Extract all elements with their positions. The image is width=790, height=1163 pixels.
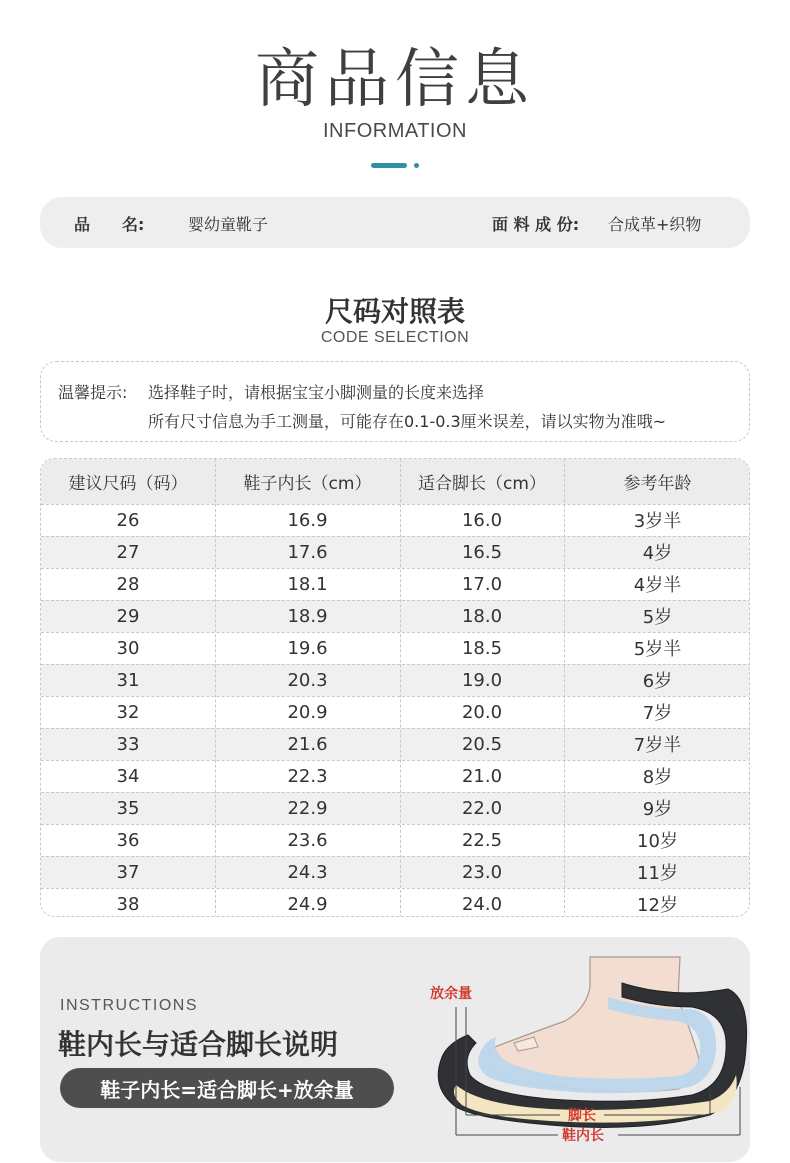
cell-age: 7岁 <box>642 703 673 724</box>
material-value: 合成革+织物 <box>608 215 702 234</box>
row-divider <box>41 888 750 889</box>
table-row <box>41 632 750 664</box>
cell-age: 4岁半 <box>633 575 682 596</box>
cell-size: 32 <box>116 701 140 723</box>
cell-inner-length: 21.6 <box>287 733 328 755</box>
cell-foot-length: 20.5 <box>461 733 503 755</box>
row-divider <box>41 568 750 569</box>
table-row <box>41 504 750 536</box>
table-row <box>41 728 750 760</box>
cell-foot-length: 22.5 <box>461 829 503 851</box>
table-row <box>41 568 750 600</box>
cell-inner-length: 20.3 <box>287 669 328 691</box>
cell-size: 26 <box>116 509 140 531</box>
cell-inner-length: 16.9 <box>287 509 328 531</box>
cell-foot-length: 24.0 <box>461 893 503 915</box>
row-divider <box>41 600 750 601</box>
cell-age: 5岁 <box>642 607 673 628</box>
product-info-bar <box>40 197 750 248</box>
allowance-label: 放余量 <box>430 986 472 1002</box>
cell-size: 30 <box>116 637 140 659</box>
header-size: 建议尺码（码） <box>68 474 188 494</box>
size-table <box>40 458 750 917</box>
cell-age: 5岁半 <box>633 639 682 660</box>
size-section-subtitle: CODE SELECTION <box>320 329 470 346</box>
cell-size: 37 <box>116 861 140 883</box>
cell-foot-length: 19.0 <box>461 669 503 691</box>
table-row <box>41 696 750 728</box>
size-section-title: 尺码对照表 <box>324 295 465 328</box>
cell-age: 7岁半 <box>633 735 682 756</box>
cell-foot-length: 23.0 <box>461 861 503 883</box>
cell-inner-length: 19.6 <box>287 637 328 659</box>
cell-age: 8岁 <box>642 767 673 788</box>
row-divider <box>41 824 750 825</box>
instructions-title: 鞋内长与适合脚长说明 <box>58 1028 339 1061</box>
cell-inner-length: 22.9 <box>287 797 328 819</box>
cell-inner-length: 18.9 <box>287 605 328 627</box>
cell-foot-length: 16.5 <box>461 541 503 563</box>
cell-foot-length: 18.0 <box>461 605 503 627</box>
cell-age: 6岁 <box>642 671 673 692</box>
cell-size: 28 <box>116 573 140 595</box>
row-divider <box>41 632 750 633</box>
row-divider <box>41 696 750 697</box>
formula-pill: 鞋子内长=适合脚长+放余量 <box>60 1068 394 1108</box>
page-subtitle: INFORMATION <box>322 120 467 142</box>
cell-size: 34 <box>116 765 140 787</box>
cell-inner-length: 24.3 <box>287 861 328 883</box>
cell-size: 36 <box>116 829 140 851</box>
cell-age: 4岁 <box>642 543 673 564</box>
cell-age: 12岁 <box>637 895 678 916</box>
inner-length-label: 鞋内长 <box>562 1128 604 1144</box>
row-divider <box>41 664 750 665</box>
table-row <box>41 888 750 917</box>
tips-box <box>40 361 750 442</box>
material-label: 面 料 成 份: <box>492 215 580 234</box>
cell-foot-length: 16.0 <box>461 509 503 531</box>
foot-length-label: 脚长 <box>568 1108 596 1124</box>
cell-foot-length: 22.0 <box>461 797 503 819</box>
cell-size: 29 <box>116 605 140 627</box>
table-row <box>41 536 750 568</box>
table-row <box>41 760 750 792</box>
row-divider <box>41 536 750 537</box>
accent-line <box>371 163 407 168</box>
column-divider <box>215 459 216 917</box>
table-row <box>41 824 750 856</box>
cell-inner-length: 20.9 <box>287 701 328 723</box>
table-row <box>41 600 750 632</box>
table-row <box>41 792 750 824</box>
column-divider <box>564 459 565 917</box>
tips-line-2: 所有尺寸信息为手工测量，可能存在0.1-0.3厘米误差，请以实物为准哦~ <box>148 412 667 431</box>
table-header-row <box>41 459 750 504</box>
product-name-value: 婴幼童靴子 <box>188 215 269 234</box>
tips-line-1: 选择鞋子时，请根据宝宝小脚测量的长度来选择 <box>148 383 485 402</box>
cell-inner-length: 18.1 <box>287 573 328 595</box>
row-divider <box>41 856 750 857</box>
cell-age: 3岁半 <box>633 511 682 532</box>
cell-foot-length: 20.0 <box>461 701 503 723</box>
accent-dot <box>414 163 419 168</box>
header-age: 参考年龄 <box>623 474 692 494</box>
cell-inner-length: 22.3 <box>287 765 328 787</box>
row-divider <box>41 760 750 761</box>
tips-label: 温馨提示: <box>58 383 128 402</box>
cell-age: 9岁 <box>642 799 673 820</box>
cell-age: 10岁 <box>637 831 678 852</box>
page-title: 商品信息 <box>255 43 535 117</box>
cell-size: 27 <box>116 541 140 563</box>
cell-inner-length: 23.6 <box>287 829 328 851</box>
instructions-panel <box>40 937 750 1162</box>
table-row <box>41 664 750 696</box>
header-inner-length: 鞋子内长（cm） <box>243 474 372 494</box>
cell-foot-length: 21.0 <box>461 765 503 787</box>
row-divider <box>41 504 750 505</box>
cell-foot-length: 18.5 <box>461 637 503 659</box>
cell-foot-length: 17.0 <box>461 573 503 595</box>
row-divider <box>41 728 750 729</box>
cell-age: 11岁 <box>637 863 678 884</box>
product-name-label: 品 名: <box>74 215 145 234</box>
cell-size: 35 <box>116 797 140 819</box>
cell-inner-length: 17.6 <box>287 541 328 563</box>
instructions-subtitle: INSTRUCTIONS <box>60 997 198 1014</box>
cell-inner-length: 24.9 <box>287 893 328 915</box>
column-divider <box>400 459 401 917</box>
foot-shoe-diagram <box>410 937 750 1162</box>
cell-size: 38 <box>116 893 140 915</box>
header-foot-length: 适合脚长（cm） <box>418 474 546 494</box>
table-row <box>41 856 750 888</box>
cell-size: 31 <box>116 669 140 691</box>
row-divider <box>41 792 750 793</box>
cell-size: 33 <box>116 733 140 755</box>
